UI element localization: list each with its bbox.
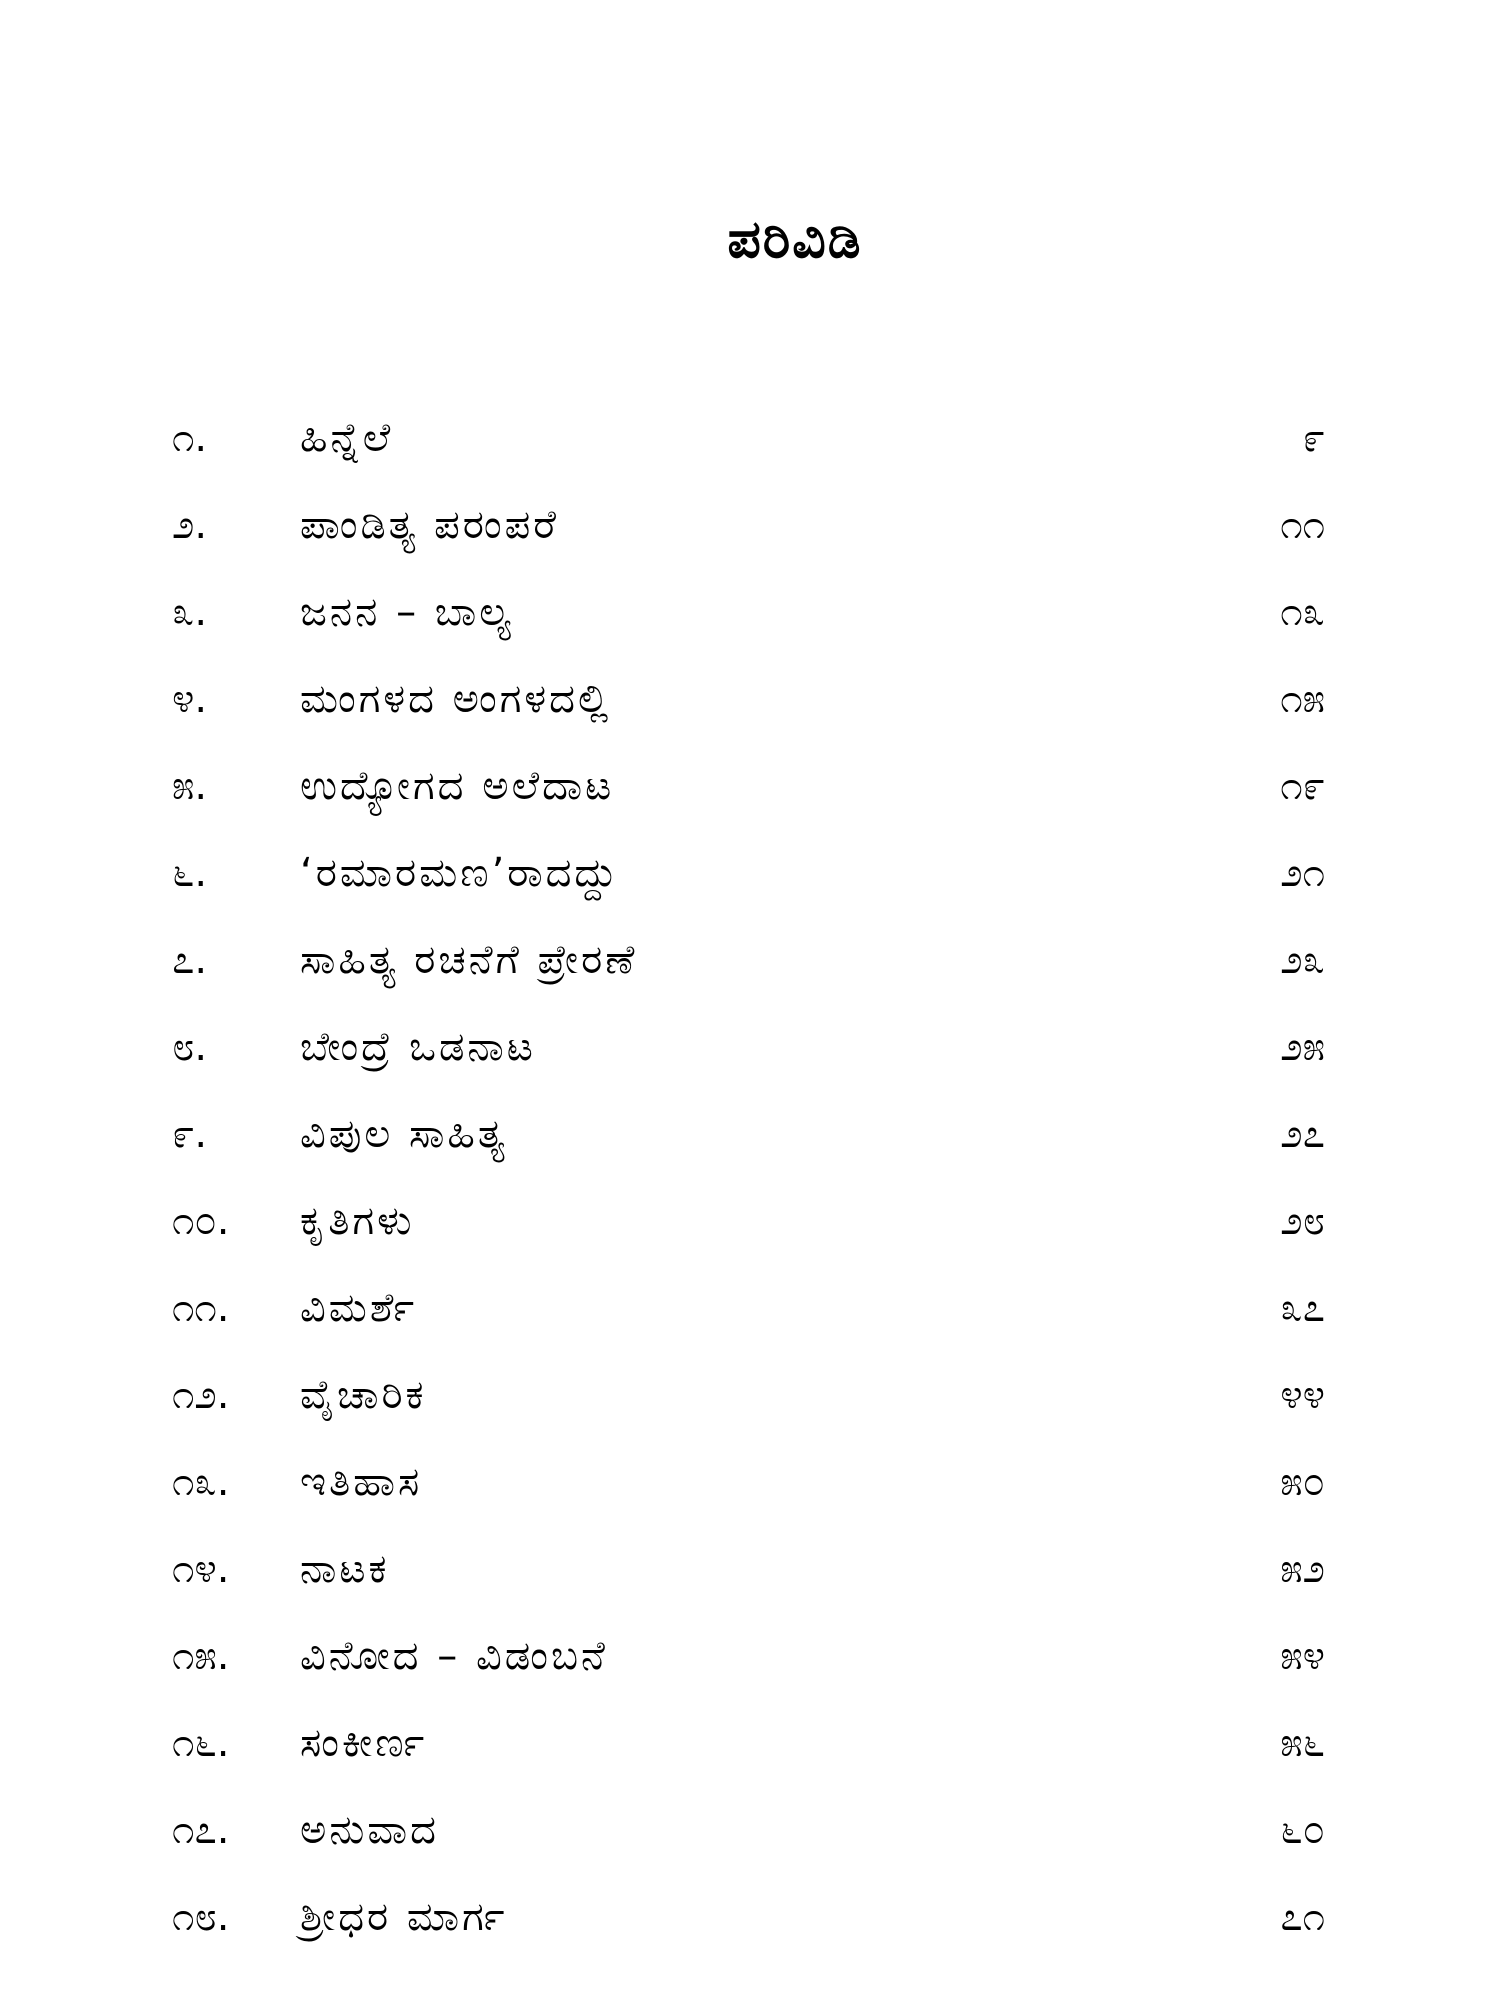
toc-entry	[0, 1352, 1500, 1439]
toc-entry-number: ೮.	[172, 1024, 208, 1070]
toc-entry	[0, 1613, 1500, 1700]
toc-entry-number: ೧೧.	[172, 1285, 230, 1331]
toc-entry-page: ೧೧	[1280, 502, 1325, 548]
toc-entry-title: ವಿಮರ್ಶೆ	[300, 1285, 418, 1331]
toc-entry-title: ನಾಟಕ	[300, 1546, 390, 1592]
toc-entry-title: ವಿಪುಲ ಸಾಹಿತ್ಯ	[300, 1111, 508, 1157]
toc-entry-title: ಅನುವಾದ	[300, 1807, 439, 1853]
toc-entry	[0, 569, 1500, 656]
toc-entry	[0, 917, 1500, 1004]
toc-entry-page: ೧೯	[1280, 763, 1325, 809]
toc-entry-number: ೧.	[172, 415, 208, 461]
toc-entry-number: ೧೮.	[172, 1894, 230, 1940]
toc-entry-title: ವೈಚಾರಿಕ	[300, 1372, 427, 1418]
toc-entry	[0, 482, 1500, 569]
toc-entry-number: ೧೭.	[172, 1807, 230, 1853]
toc-entry-number: ೧೩.	[172, 1459, 230, 1505]
toc-entry-title: ಶ್ರೀಧರ ಮಾರ್ಗ	[300, 1894, 508, 1940]
toc-entry	[0, 830, 1500, 917]
toc-entry-number: ೧೦.	[172, 1198, 230, 1244]
toc-entry-title: ಪಾಂಡಿತ್ಯ ಪರಂಪರೆ	[300, 502, 560, 548]
table-of-contents	[0, 395, 1500, 1961]
toc-entry	[0, 1874, 1500, 1961]
toc-entry-page: ೧೩	[1280, 589, 1325, 635]
toc-entry-number: ೭.	[172, 937, 208, 983]
toc-entry-page: ೨೧	[1280, 850, 1325, 896]
toc-entry-page: ೩೭	[1280, 1285, 1325, 1331]
toc-entry-number: ೧೬.	[172, 1720, 230, 1766]
toc-entry-title: ಮಂಗಳದ ಅಂಗಳದಲ್ಲಿ	[300, 676, 612, 722]
toc-entry	[0, 1787, 1500, 1874]
toc-entry-page: ೧೫	[1280, 676, 1325, 722]
toc-entry-number: ೪.	[172, 676, 208, 722]
toc-entry	[0, 743, 1500, 830]
toc-entry-page: ೪೪	[1280, 1372, 1325, 1418]
toc-entry-page: ೬೦	[1280, 1807, 1325, 1853]
toc-entry-page: ೨೮	[1280, 1198, 1325, 1244]
toc-entry-title: ಉದ್ಯೋಗದ ಅಲೆದಾಟ	[300, 763, 615, 809]
toc-entry-title: ಜನನ – ಬಾಲ್ಯ	[300, 589, 514, 635]
toc-entry-page: ೫೨	[1280, 1546, 1325, 1592]
toc-entry-title: ಕೃತಿಗಳು	[300, 1198, 415, 1244]
toc-entry-page: ೨೫	[1280, 1024, 1325, 1070]
toc-entry-page: ೨೩	[1280, 937, 1325, 983]
toc-entry-title: ಸಾಹಿತ್ಯ ರಚನೆಗೆ ಪ್ರೇರಣೆ	[300, 937, 638, 983]
toc-entry-number: ೧೨.	[172, 1372, 230, 1418]
toc-entry	[0, 1178, 1500, 1265]
toc-entry	[0, 1526, 1500, 1613]
toc-entry-title: ‘ರಮಾರಮಣ’ರಾದದ್ದು	[300, 850, 620, 896]
toc-entry-page: ೭೧	[1280, 1894, 1325, 1940]
toc-entry	[0, 1004, 1500, 1091]
toc-entry-title: ವಿನೋದ – ವಿಡಂಬನೆ	[300, 1633, 608, 1679]
toc-entry-number: ೨.	[172, 502, 208, 548]
toc-entry-number: ೧೫.	[172, 1633, 230, 1679]
toc-entry-page: ೨೭	[1280, 1111, 1325, 1157]
toc-entry	[0, 1265, 1500, 1352]
toc-entry-number: ೯.	[172, 1111, 208, 1157]
toc-entry-page: ೫೦	[1280, 1459, 1325, 1505]
toc-entry-page: ೯	[1302, 415, 1325, 461]
toc-entry-title: ಸಂಕೀರ್ಣ	[300, 1720, 428, 1766]
toc-entry-number: ೫.	[172, 763, 208, 809]
toc-entry-title: ಇತಿಹಾಸ	[300, 1459, 423, 1505]
toc-entry-number: ೬.	[172, 850, 208, 896]
toc-entry-title: ಹಿನ್ನೆಲೆ	[300, 415, 394, 461]
page-title: ಪರಿವಿಡಿ	[727, 210, 863, 270]
toc-entry	[0, 395, 1500, 482]
toc-entry-page: ೫೬	[1280, 1720, 1325, 1766]
toc-entry-number: ೩.	[172, 589, 208, 635]
toc-entry	[0, 1091, 1500, 1178]
toc-entry-number: ೧೪.	[172, 1546, 230, 1592]
toc-entry-title: ಬೇಂದ್ರೆ ಒಡನಾಟ	[300, 1024, 536, 1070]
toc-entry	[0, 1439, 1500, 1526]
toc-entry	[0, 656, 1500, 743]
toc-entry-page: ೫೪	[1280, 1633, 1325, 1679]
toc-entry	[0, 1700, 1500, 1787]
